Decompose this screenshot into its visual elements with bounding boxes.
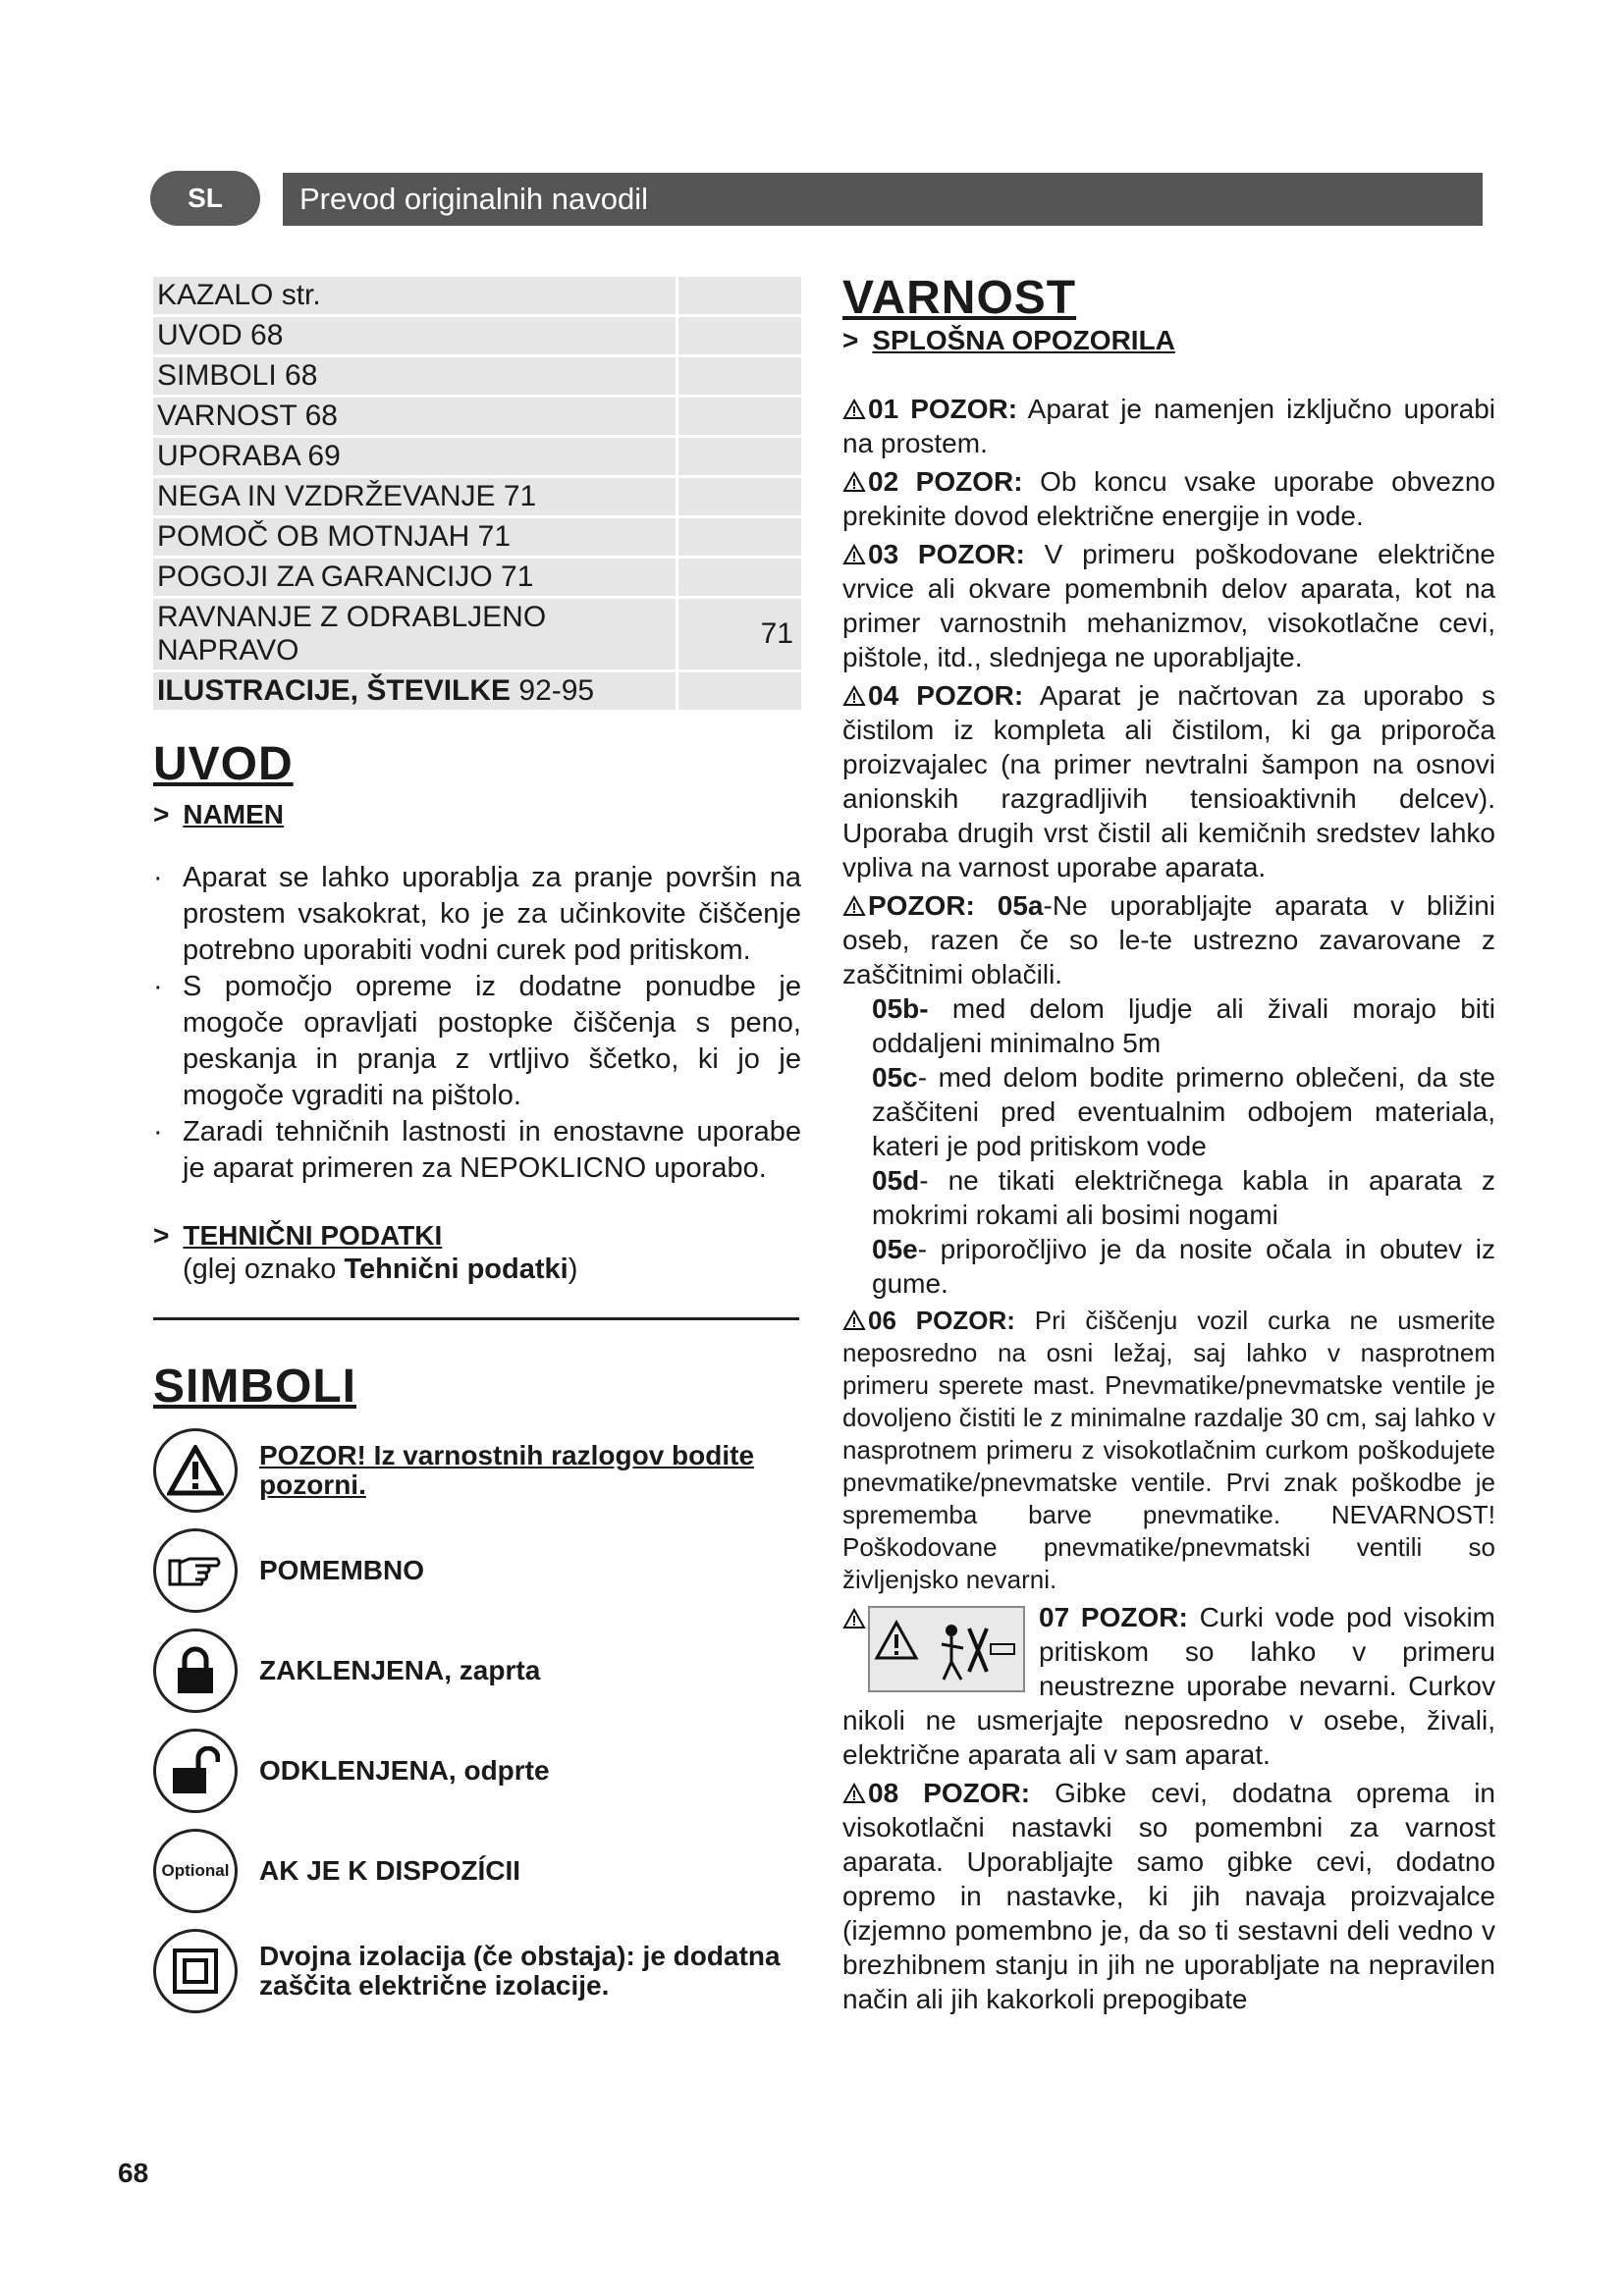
- toc-label: UVOD 68: [153, 317, 678, 354]
- tech-heading-text: TEHNIČNI PODATKI: [183, 1220, 443, 1251]
- list-item-text: S pomočjo opreme iz dodatne ponudbe je mogoče opravljati postopke čiščenja s peno, peskanja in pranja z vrtljivo ščetko, ki jo je mogoče vgraditi na pištolo.: [183, 971, 801, 1111]
- symbol-label: ZAKLENJENA, zaprta: [259, 1655, 541, 1685]
- warning-03: [842, 537, 1495, 674]
- warning-triangle-icon: [842, 1309, 866, 1331]
- namen-heading: > NAMEN: [153, 799, 285, 829]
- toc-page: [678, 518, 801, 556]
- warning-triangle-icon: [842, 895, 866, 917]
- toc-page: [678, 438, 801, 475]
- toc-label: KAZALO str.: [153, 277, 678, 314]
- toc-label: POGOJI ZA GARANCIJO 71: [153, 559, 678, 596]
- symbol-row: [153, 1525, 801, 1616]
- warning-label: 05d: [872, 1165, 920, 1196]
- toc-page: [678, 357, 801, 395]
- toc-page: [678, 672, 801, 710]
- toc-row: [153, 398, 801, 435]
- sub-heading-text: SPLOŠNA OPOZORILA: [872, 325, 1175, 355]
- toc-row: [153, 672, 801, 710]
- warning-05b: [842, 991, 1495, 1060]
- optional-icon-text: Optional: [161, 1861, 230, 1880]
- warning-triangle-icon: [842, 544, 866, 565]
- toc-row: [153, 317, 801, 354]
- varnost-heading: VARNOST: [842, 272, 1077, 324]
- tech-note-post: ): [568, 1254, 578, 1285]
- tech-note-pre: (glej oznako: [183, 1254, 345, 1285]
- symbol-row: [153, 1826, 801, 1916]
- right-column: [842, 271, 1495, 2016]
- list-item: · Zaradi tehničnih lastnosti in enostavne uporabe je aparat primeren za NEPOKLICNO uporabo.: [153, 1116, 801, 1184]
- warning-text: Gibke cevi, dodatna oprema in visokotlačni nastavki so pomembni za varnost aparata. Uporabljajte samo gibke cevi, dodatno opremo in nastavke, ki jih navaja proizvajalce (izjemno pomembno je, da so ti sestavni deli vedno v brezhibnem stanju in jih ne uporabljate na nepravilen način ali jih kakorkoli prepogibate: [842, 1778, 1495, 2014]
- warning-label: 07 POZOR:: [1039, 1602, 1188, 1632]
- symbol-label: ODKLENJENA, odprte: [259, 1755, 550, 1786]
- toc-page: [678, 317, 801, 354]
- warning-06: [842, 1305, 1495, 1596]
- warning-label: 02 POZOR:: [868, 466, 1023, 497]
- tech-note-bold: Tehnični podatki: [344, 1254, 568, 1285]
- warning-05c: [842, 1060, 1495, 1163]
- warning-label: 03 POZOR:: [868, 539, 1025, 569]
- toc-label: [153, 672, 678, 710]
- padlock-locked-icon: [153, 1629, 238, 1713]
- toc-row: [153, 478, 801, 515]
- symbol-label: Dvojna izolacija (če obstaja): je dodatna zaščita električne izolacije.: [259, 1941, 781, 2001]
- warning-text: - priporočljivo je da nosite očala in obutev iz gume.: [872, 1234, 1495, 1299]
- page-number: 68: [118, 2158, 149, 2188]
- toc-label: NEGA IN VZDRŽEVANJE 71: [153, 478, 678, 515]
- list-item-text: Aparat se lahko uporablja za pranje površin na prostem vsakokrat, ko je za učinkovite čiščenje potrebno uporabiti vodni curek pod pritiskom.: [183, 862, 801, 966]
- warning-label: 01 POZOR:: [868, 394, 1018, 424]
- toc-page: [678, 478, 801, 515]
- warning-text: V primeru poškodovane električne vrvice ali okvare pomembnih delov aparata, kot na primer varnostnih mehanizmov, visokotlačne cevi, pištole, itd., slednjega ne uporabljajte.: [842, 539, 1495, 672]
- uvod-heading: UVOD: [153, 738, 294, 790]
- namen-heading-text: NAMEN: [183, 799, 285, 829]
- warning-triangle-icon: [153, 1428, 238, 1513]
- toc-label: VARNOST 68: [153, 398, 678, 435]
- sub-heading: > SPLOŠNA OPOZORILA: [842, 325, 1175, 355]
- toc-page: [678, 559, 801, 596]
- warning-text: Pri čiščenju vozil curka ne usmerite neposredno na osni ležaj, saj lahko v nasprotnem primeru sperete mast. Pnevmatike/pnevmatske ventile je dovoljeno čistiti le z minimalne razdalje 30 cm, saj lahko v nasprotnem primeru z visokotlačnim curkom poškodujete pnevmatike/pnevmatske ventile. Prvi znak poškodbe je sprememba barve pnevmatike. NEVARNOST! Poškodovane pnevmatike/pnevmatski ventili so življenjsko nevarni.: [842, 1306, 1495, 1594]
- toc-row: [153, 438, 801, 475]
- warning-05e: [842, 1232, 1495, 1301]
- warning-05: [842, 888, 1495, 991]
- section-divider: [153, 1317, 799, 1320]
- warning-02: [842, 464, 1495, 533]
- warning-triangle-icon: [842, 471, 866, 493]
- double-insulation-icon: [153, 1929, 238, 2013]
- warning-04: [842, 678, 1495, 884]
- symbol-row: [153, 1726, 801, 1816]
- warning-label: 04 POZOR:: [868, 680, 1024, 711]
- warning-01: [842, 392, 1495, 460]
- warning-text: Curki vode pod visokim pritiskom so lahko v primeru neustrezne uporabe nevarni. Curkov nikoli ne usmerjajte neposredno v osebe, živali, električne aparata ali v sam aparat.: [842, 1602, 1496, 1770]
- table-of-contents: [153, 277, 801, 710]
- language-badge: SL: [150, 171, 260, 226]
- symbol-label: AK JE K DISPOZÍCII: [259, 1855, 521, 1886]
- water-jet-hazard-icon: [868, 1606, 1025, 1692]
- warning-label: 05e: [872, 1234, 918, 1264]
- warning-text: - ne tikati električnega kabla in aparata z mokrimi rokami ali bosimi nogami: [872, 1165, 1495, 1230]
- toc-label: POMOČ OB MOTNJAH 71: [153, 518, 678, 556]
- warning-label: 05b-: [872, 993, 929, 1024]
- warning-label: POZOR: 05a: [868, 890, 1044, 921]
- symbol-label: POZOR! Iz varnostnih razlogov bodite pozorni.: [259, 1440, 755, 1500]
- simboli-heading: SIMBOLI: [153, 1361, 356, 1413]
- warning-label: 05c: [872, 1062, 918, 1093]
- uvod-bullets: [153, 860, 801, 1187]
- header-title: Prevod originalnih navodil: [299, 182, 649, 216]
- list-item-text: Zaradi tehničnih lastnosti in enostavne uporabe je aparat primeren za NEPOKLICNO uporabo.: [183, 1116, 801, 1184]
- symbol-row: [153, 1626, 801, 1716]
- toc-label: UPORABA 69: [153, 438, 678, 475]
- toc-label-rest: 92-95: [511, 674, 595, 707]
- warning-label: 06 POZOR:: [868, 1306, 1015, 1335]
- warning-label: 08 POZOR:: [868, 1778, 1031, 1808]
- tech-heading: > TEHNIČNI PODATKI: [153, 1220, 443, 1251]
- toc-label-bold: ILUSTRACIJE, ŠTEVILKE: [157, 674, 512, 707]
- list-item: · Aparat se lahko uporablja za pranje površin na prostem vsakokrat, ko je za učinkovite čiščenje potrebno uporabiti vodni curek pod pritiskom.: [153, 862, 801, 966]
- warning-text: Ob koncu vsake uporabe obvezno prekinite dovod električne energije in vode.: [842, 466, 1496, 531]
- toc-row: [153, 277, 801, 314]
- toc-label: RAVNANJE Z ODRABLJENO NAPRAVO: [153, 599, 678, 669]
- symbol-row: [153, 1926, 801, 2016]
- warning-text: Aparat je namenjen izključno uporabi na prostem.: [842, 394, 1495, 458]
- symbol-label: POMEMBNO: [259, 1555, 424, 1585]
- warning-08: [842, 1776, 1495, 2016]
- toc-page: 71: [760, 617, 793, 650]
- list-item: · S pomočjo opreme iz dodatne ponudbe je mogoče opravljati postopke čiščenja s peno, peskanja in pranja z vrtljivo ščetko, ki jo je mogoče vgraditi na pištolo.: [153, 971, 801, 1111]
- warning-07: [842, 1600, 1495, 1772]
- optional-icon: [153, 1829, 238, 1913]
- warning-triangle-icon: [842, 399, 866, 420]
- warning-text: -Ne uporabljajte aparata v bližini oseb, razen če so le-te ustrezno zavarovane z zaščitnimi oblačili.: [842, 890, 1496, 989]
- toc-page: [678, 277, 801, 314]
- tech-note: [153, 1252, 801, 1288]
- toc-row: [153, 518, 801, 556]
- pointing-hand-icon: [153, 1528, 238, 1613]
- warning-text: - med delom bodite primerno oblečeni, da ste zaščiteni pred eventualnim odbojem materiala, kateri je pod pritiskom vode: [872, 1062, 1495, 1161]
- toc-label: SIMBOLI 68: [153, 357, 678, 395]
- warning-triangle-icon: [842, 1608, 866, 1629]
- left-column: [153, 277, 801, 2016]
- toc-page: [678, 398, 801, 435]
- warning-triangle-icon: [842, 1783, 866, 1804]
- warning-text: med delom ljudje ali živali morajo biti oddaljeni minimalno 5m: [872, 993, 1495, 1058]
- warning-05d: [842, 1163, 1495, 1232]
- warning-triangle-icon: [842, 685, 866, 707]
- toc-row: [153, 599, 801, 669]
- toc-row: [153, 559, 801, 596]
- symbol-row: [153, 1425, 801, 1516]
- warning-text: Aparat je načrtovan za uporabo s čistilom iz kompleta ali čistilom, ki ga priporoča proizvajalec (na primer nevtralni šampon na osnovi anionskih razgradljivih tensioaktivnih delcev). Uporaba drugih vrst čistil ali kemičnih sredstev lahko vpliva na varnost uporabe aparata.: [842, 680, 1496, 882]
- toc-row: [153, 357, 801, 395]
- padlock-unlocked-icon: [153, 1729, 238, 1813]
